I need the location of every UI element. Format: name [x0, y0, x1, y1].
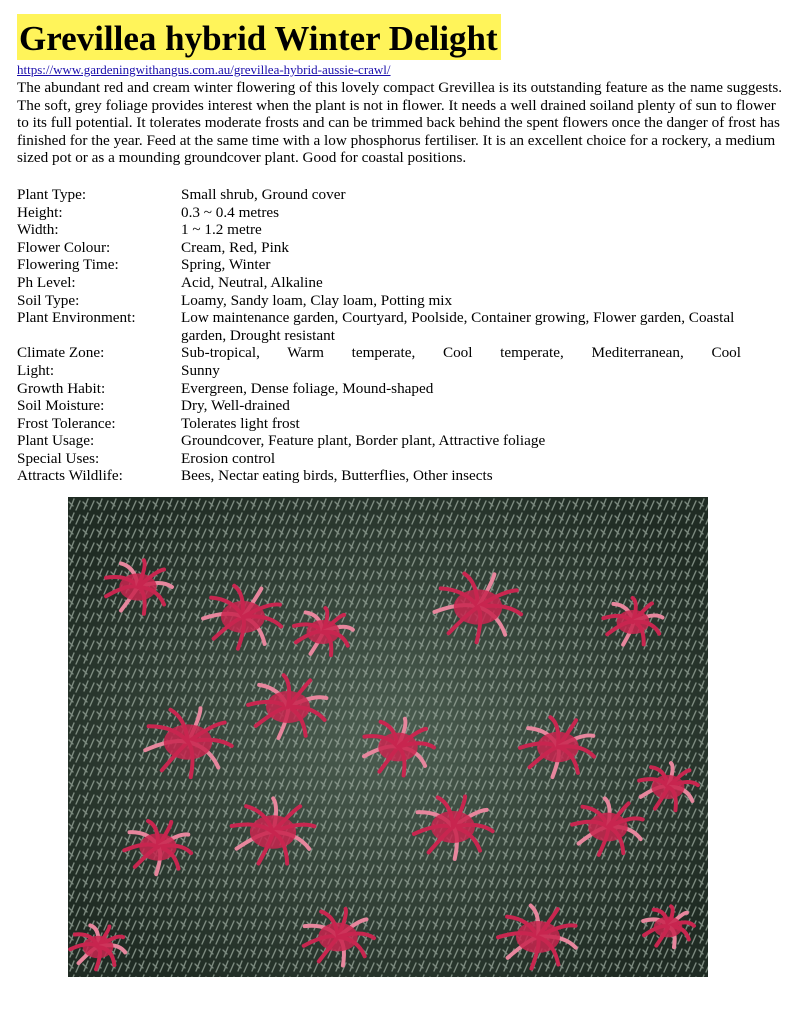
- spec-label: Plant Usage:: [17, 432, 95, 450]
- spec-label: Soil Moisture:: [17, 397, 105, 415]
- page-title: Grevillea hybrid Winter Delight: [19, 19, 498, 58]
- spec-value: Low maintenance garden, Courtyard, Poolside, Container growing, Flower garden, Coastal garden, Drought resistant: [181, 309, 735, 344]
- spec-value: 1 ~ 1.2 metre: [181, 221, 262, 239]
- spec-row-plant-type: [17, 186, 787, 204]
- spec-label: Plant Type:: [17, 185, 87, 203]
- spec-label: Soil Type:: [17, 291, 80, 309]
- spec-value: Evergreen, Dense foliage, Mound-shaped: [181, 379, 434, 397]
- spec-label: Special Uses:: [17, 449, 100, 467]
- spec-value: Erosion control: [181, 449, 276, 467]
- spec-label: Width:: [17, 221, 59, 239]
- grevillea-flower-photo: [68, 497, 708, 977]
- spec-value: Loamy, Sandy loam, Clay loam, Potting mix: [181, 291, 453, 309]
- spec-row-soil-moisture: [17, 397, 787, 415]
- spec-row-flower-colour: [17, 239, 787, 257]
- spec-row-growth-habit: [17, 380, 787, 398]
- spec-value: Groundcover, Feature plant, Border plant, Attractive foliage: [181, 432, 546, 450]
- flower-photo-illustration: [68, 497, 708, 977]
- plant-description: The abundant red and cream winter flowering of this lovely compact Grevillea is its outstanding feature as the name suggests. The soft, grey foliage provides interest when the plant is not in flower. It needs a well drained soiland plenty of sun to flower to its full potential. It tolerates moderate frosts and can be trimmed back behind the spent flowers once the danger of frost has finished for the year. Feed at the same time with a low phosphorus fertiliser. It is an excellent choice for a rockery, a medium sized pot or as a mounding groundcover plant. Good for coastal positions.: [17, 79, 783, 167]
- spec-row-light: [17, 362, 787, 380]
- spec-label: Height:: [17, 203, 63, 221]
- spec-label: Flowering Time:: [17, 256, 119, 274]
- spec-row-ph-level: [17, 274, 787, 292]
- spec-row-plant-environment: [17, 309, 787, 344]
- source-link[interactable]: https://www.gardeningwithangus.com.au/grevillea-hybrid-aussie-crawl/: [17, 62, 391, 77]
- spec-row-flowering-time: [17, 256, 787, 274]
- spec-label: Flower Colour:: [17, 238, 111, 256]
- spec-value: Acid, Neutral, Alkaline: [181, 273, 323, 291]
- spec-value: Cream, Red, Pink: [181, 238, 289, 256]
- spec-label: Growth Habit:: [17, 379, 106, 397]
- spec-label: Light:: [17, 361, 55, 379]
- spec-label: Plant Environment:: [17, 309, 136, 327]
- spec-row-width: [17, 221, 787, 239]
- spec-value: Sub-tropical, Warm temperate, Cool temperate, Mediterranean, Cool: [181, 344, 741, 362]
- spec-label: Frost Tolerance:: [17, 414, 116, 432]
- spec-label: Climate Zone:: [17, 344, 105, 362]
- spec-row-attracts-wildlife: [17, 467, 787, 485]
- spec-row-height: [17, 204, 787, 222]
- spec-value: 0.3 ~ 0.4 metres: [181, 203, 280, 221]
- spec-value: Dry, Well-drained: [181, 397, 290, 415]
- spec-label: Ph Level:: [17, 273, 76, 291]
- spec-row-plant-usage: [17, 432, 787, 450]
- spec-value: Small shrub, Ground cover: [181, 185, 346, 203]
- spec-value: Sunny: [181, 361, 220, 379]
- spec-row-climate-zone: [17, 344, 787, 362]
- title-highlight: [17, 14, 501, 60]
- spec-value: Tolerates light frost: [181, 414, 300, 432]
- spec-row-special-uses: [17, 450, 787, 468]
- spec-value: Bees, Nectar eating birds, Butterflies, Other insects: [181, 467, 493, 485]
- spec-table: [17, 186, 787, 485]
- spec-label: Attracts Wildlife:: [17, 467, 123, 485]
- document-page: [17, 14, 787, 485]
- spec-row-frost-tolerance: [17, 415, 787, 433]
- spec-row-soil-type: [17, 292, 787, 310]
- spec-value: Spring, Winter: [181, 256, 271, 274]
